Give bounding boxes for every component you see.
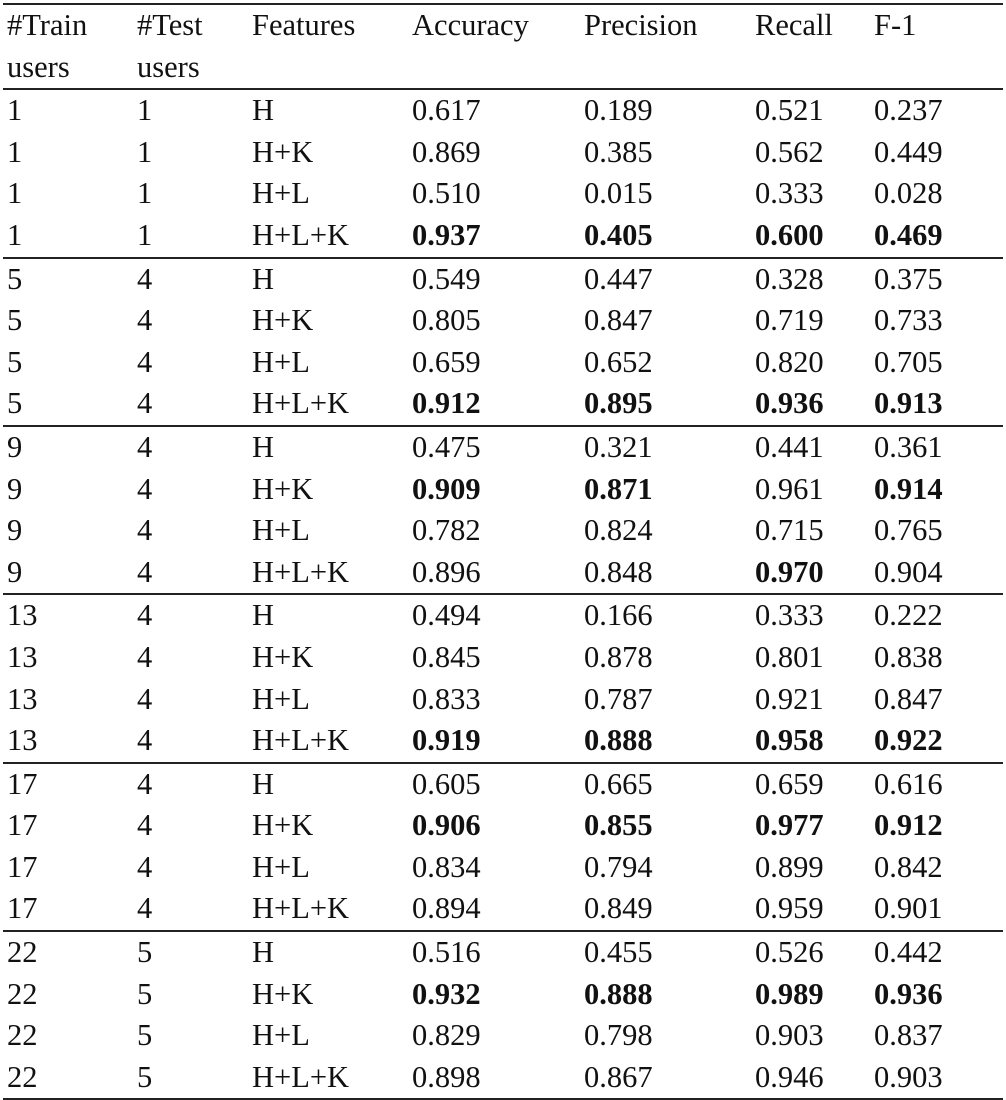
cell-test-users: 1: [137, 134, 153, 169]
table-row: [3, 974, 1003, 1016]
cell-test-users: 4: [137, 598, 153, 633]
cell-f1: 0.733: [874, 303, 943, 338]
cell-accuracy: 0.932: [412, 976, 481, 1011]
results-table: [3, 3, 1003, 1100]
cell-recall: 0.333: [755, 598, 824, 633]
cell-f1: 0.237: [874, 93, 943, 128]
cell-accuracy: 0.605: [412, 766, 481, 801]
cell-accuracy: 0.898: [408, 1057, 580, 1100]
cell-accuracy: 0.894: [408, 888, 580, 931]
cell-train-users: 1: [7, 176, 23, 211]
cell-precision: 0.166: [584, 598, 653, 633]
cell-precision: 0.847: [584, 303, 653, 338]
cell-test-users: 4: [137, 261, 153, 296]
cell-accuracy: 0.845: [412, 639, 481, 674]
cell-features: H+K: [252, 808, 314, 843]
cell-features: H+K: [252, 976, 314, 1011]
cell-features: H: [252, 429, 275, 464]
table-row: [3, 1057, 1003, 1100]
header-empty: [408, 47, 580, 90]
cell-recall: 0.562: [755, 134, 824, 169]
cell-recall: 0.801: [755, 639, 824, 674]
cell-accuracy: 0.659: [412, 344, 481, 379]
cell-recall: 0.719: [755, 303, 824, 338]
cell-train-users: 13: [3, 720, 133, 763]
cell-precision: 0.787: [584, 681, 653, 716]
table-row: [3, 342, 1003, 384]
header-empty: [751, 47, 870, 90]
cell-recall: 0.921: [755, 681, 824, 716]
cell-precision: 0.321: [584, 429, 653, 464]
cell-f1: 0.922: [870, 720, 1003, 763]
cell-recall: 0.521: [755, 93, 824, 128]
header-train-users: #Train: [3, 4, 133, 47]
cell-f1: 0.842: [874, 849, 943, 884]
cell-test-users: 4: [133, 720, 248, 763]
cell-f1: 0.901: [870, 888, 1003, 931]
cell-train-users: 13: [7, 681, 38, 716]
cell-test-users: 4: [137, 849, 153, 884]
cell-f1: 0.936: [874, 976, 943, 1011]
cell-train-users: 9: [3, 552, 133, 595]
header-test-users: #Test: [133, 4, 248, 47]
cell-f1: 0.912: [874, 808, 943, 843]
cell-train-users: 1: [3, 215, 133, 258]
cell-recall: 0.715: [755, 513, 824, 548]
cell-recall: 0.946: [751, 1057, 870, 1100]
cell-recall: 0.441: [755, 429, 824, 464]
cell-precision: 0.652: [584, 344, 653, 379]
cell-f1: 0.705: [874, 344, 943, 379]
cell-precision: 0.867: [580, 1057, 751, 1100]
cell-train-users: 9: [7, 513, 23, 548]
cell-features: H+L+K: [248, 1057, 408, 1100]
cell-accuracy: 0.869: [412, 134, 481, 169]
cell-features: H+L+K: [248, 215, 408, 258]
cell-recall: 0.600: [751, 215, 870, 258]
cell-features: H: [252, 598, 275, 633]
cell-accuracy: 0.937: [408, 215, 580, 258]
cell-f1: 0.361: [874, 429, 943, 464]
cell-test-users: 4: [137, 808, 153, 843]
cell-train-users: 5: [7, 344, 23, 379]
cell-features: H+L: [252, 849, 310, 884]
cell-train-users: 17: [7, 849, 38, 884]
cell-features: H: [252, 93, 275, 128]
cell-train-users: 9: [7, 471, 23, 506]
row-group: [3, 89, 1003, 257]
cell-features: H+K: [252, 639, 314, 674]
table-row: [3, 173, 1003, 215]
cell-test-users: 1: [137, 176, 153, 211]
table-row: [3, 552, 1003, 595]
cell-accuracy: 0.834: [412, 849, 481, 884]
cell-f1: 0.837: [874, 1018, 943, 1053]
header-train-users-line2: users: [3, 47, 133, 90]
table-row: [3, 931, 1003, 974]
cell-accuracy: 0.617: [412, 93, 481, 128]
cell-accuracy: 0.896: [408, 552, 580, 595]
cell-precision: 0.888: [580, 720, 751, 763]
cell-precision: 0.015: [584, 176, 653, 211]
cell-features: H+K: [252, 471, 314, 506]
cell-test-users: 4: [137, 681, 153, 716]
cell-test-users: 4: [137, 766, 153, 801]
header-row-1: [3, 4, 1003, 47]
table-row: [3, 426, 1003, 469]
cell-test-users: 5: [137, 1018, 153, 1053]
cell-test-users: 4: [137, 513, 153, 548]
table-row: [3, 469, 1003, 511]
cell-features: H: [252, 935, 275, 970]
table-row: [3, 720, 1003, 763]
cell-f1: 0.913: [870, 383, 1003, 426]
cell-recall: 0.526: [755, 935, 824, 970]
cell-precision: 0.455: [584, 935, 653, 970]
cell-test-users: 5: [137, 976, 153, 1011]
table-row: [3, 888, 1003, 931]
cell-test-users: 4: [137, 471, 153, 506]
cell-train-users: 17: [3, 888, 133, 931]
cell-train-users: 5: [7, 261, 23, 296]
cell-train-users: 17: [7, 766, 38, 801]
cell-f1: 0.914: [874, 471, 943, 506]
cell-f1: 0.442: [874, 935, 943, 970]
cell-accuracy: 0.829: [412, 1018, 481, 1053]
table-row: [3, 89, 1003, 132]
header-precision: Precision: [580, 4, 751, 47]
cell-f1: 0.469: [870, 215, 1003, 258]
row-group: [3, 763, 1003, 931]
cell-recall: 0.328: [755, 261, 824, 296]
cell-accuracy: 0.912: [408, 383, 580, 426]
cell-precision: 0.888: [584, 976, 653, 1011]
cell-features: H+L: [252, 176, 310, 211]
cell-train-users: 1: [7, 93, 23, 128]
cell-train-users: 1: [7, 134, 23, 169]
cell-recall: 0.989: [755, 976, 824, 1011]
cell-f1: 0.028: [874, 176, 943, 211]
cell-precision: 0.385: [584, 134, 653, 169]
table-row: [3, 847, 1003, 889]
cell-features: H+L+K: [248, 720, 408, 763]
cell-recall: 0.333: [755, 176, 824, 211]
cell-recall: 0.958: [751, 720, 870, 763]
header-test-users-line2: users: [133, 47, 248, 90]
table-row: [3, 258, 1003, 301]
cell-test-users: 1: [137, 93, 153, 128]
cell-train-users: 13: [7, 598, 38, 633]
table-row: [3, 1015, 1003, 1057]
cell-f1: 0.903: [870, 1057, 1003, 1100]
cell-features: H+L: [252, 681, 310, 716]
cell-recall: 0.959: [751, 888, 870, 931]
cell-recall: 0.977: [755, 808, 824, 843]
cell-precision: 0.665: [584, 766, 653, 801]
cell-f1: 0.904: [870, 552, 1003, 595]
cell-f1: 0.847: [874, 681, 943, 716]
header-empty: [248, 47, 408, 90]
cell-accuracy: 0.510: [412, 176, 481, 211]
cell-test-users: 4: [137, 344, 153, 379]
table-row: [3, 132, 1003, 174]
cell-train-users: 22: [7, 1018, 38, 1053]
cell-f1: 0.765: [874, 513, 943, 548]
table-row: [3, 300, 1003, 342]
cell-f1: 0.449: [874, 134, 943, 169]
cell-features: H+L+K: [248, 383, 408, 426]
cell-recall: 0.903: [755, 1018, 824, 1053]
cell-features: H: [252, 261, 275, 296]
cell-features: H+L: [252, 513, 310, 548]
table-row: [3, 637, 1003, 679]
cell-train-users: 22: [7, 935, 38, 970]
cell-accuracy: 0.549: [412, 261, 481, 296]
cell-recall: 0.899: [755, 849, 824, 884]
cell-test-users: 4: [137, 429, 153, 464]
cell-test-users: 1: [133, 215, 248, 258]
header-f1: F-1: [870, 4, 1003, 47]
cell-accuracy: 0.919: [408, 720, 580, 763]
cell-train-users: 22: [7, 976, 38, 1011]
cell-accuracy: 0.475: [412, 429, 481, 464]
cell-recall: 0.659: [755, 766, 824, 801]
cell-test-users: 4: [137, 639, 153, 674]
cell-precision: 0.855: [584, 808, 653, 843]
row-group: [3, 258, 1003, 426]
cell-recall: 0.961: [755, 471, 824, 506]
cell-precision: 0.878: [584, 639, 653, 674]
table-row: [3, 215, 1003, 258]
row-group: [3, 931, 1003, 1099]
header-accuracy: Accuracy: [408, 4, 580, 47]
cell-precision: 0.895: [580, 383, 751, 426]
cell-precision: 0.848: [580, 552, 751, 595]
table-row: [3, 763, 1003, 806]
table-row: [3, 383, 1003, 426]
cell-features: H+K: [252, 303, 314, 338]
cell-features: H+K: [252, 134, 314, 169]
table-header: [3, 4, 1003, 89]
table-row: [3, 805, 1003, 847]
cell-test-users: 5: [133, 1057, 248, 1100]
cell-accuracy: 0.516: [412, 935, 481, 970]
table-row: [3, 679, 1003, 721]
cell-features: H+L: [252, 1018, 310, 1053]
cell-train-users: 9: [7, 429, 23, 464]
cell-f1: 0.616: [874, 766, 943, 801]
header-empty: [580, 47, 751, 90]
cell-train-users: 22: [3, 1057, 133, 1100]
cell-accuracy: 0.909: [412, 471, 481, 506]
header-recall: Recall: [751, 4, 870, 47]
cell-train-users: 13: [7, 639, 38, 674]
cell-accuracy: 0.494: [412, 598, 481, 633]
cell-features: H+L: [252, 344, 310, 379]
cell-precision: 0.871: [584, 471, 653, 506]
cell-precision: 0.189: [584, 93, 653, 128]
cell-test-users: 4: [133, 383, 248, 426]
row-group: [3, 594, 1003, 762]
cell-precision: 0.798: [584, 1018, 653, 1053]
cell-test-users: 5: [137, 935, 153, 970]
cell-precision: 0.405: [580, 215, 751, 258]
cell-accuracy: 0.906: [412, 808, 481, 843]
cell-recall: 0.820: [755, 344, 824, 379]
cell-test-users: 4: [133, 888, 248, 931]
cell-accuracy: 0.805: [412, 303, 481, 338]
cell-precision: 0.824: [584, 513, 653, 548]
table-row: [3, 510, 1003, 552]
cell-accuracy: 0.782: [412, 513, 481, 548]
cell-f1: 0.838: [874, 639, 943, 674]
cell-features: H: [252, 766, 275, 801]
cell-train-users: 17: [7, 808, 38, 843]
cell-accuracy: 0.833: [412, 681, 481, 716]
header-features: Features: [248, 4, 408, 47]
header-row-2: [3, 47, 1003, 90]
cell-features: H+L+K: [248, 552, 408, 595]
table-row: [3, 594, 1003, 637]
cell-train-users: 5: [3, 383, 133, 426]
cell-precision: 0.849: [580, 888, 751, 931]
cell-recall: 0.936: [751, 383, 870, 426]
cell-features: H+L+K: [248, 888, 408, 931]
header-empty: [870, 47, 1003, 90]
cell-recall: 0.970: [751, 552, 870, 595]
cell-f1: 0.375: [874, 261, 943, 296]
cell-test-users: 4: [133, 552, 248, 595]
cell-train-users: 5: [7, 303, 23, 338]
row-group: [3, 426, 1003, 594]
cell-f1: 0.222: [874, 598, 943, 633]
cell-test-users: 4: [137, 303, 153, 338]
cell-precision: 0.447: [584, 261, 653, 296]
cell-precision: 0.794: [584, 849, 653, 884]
